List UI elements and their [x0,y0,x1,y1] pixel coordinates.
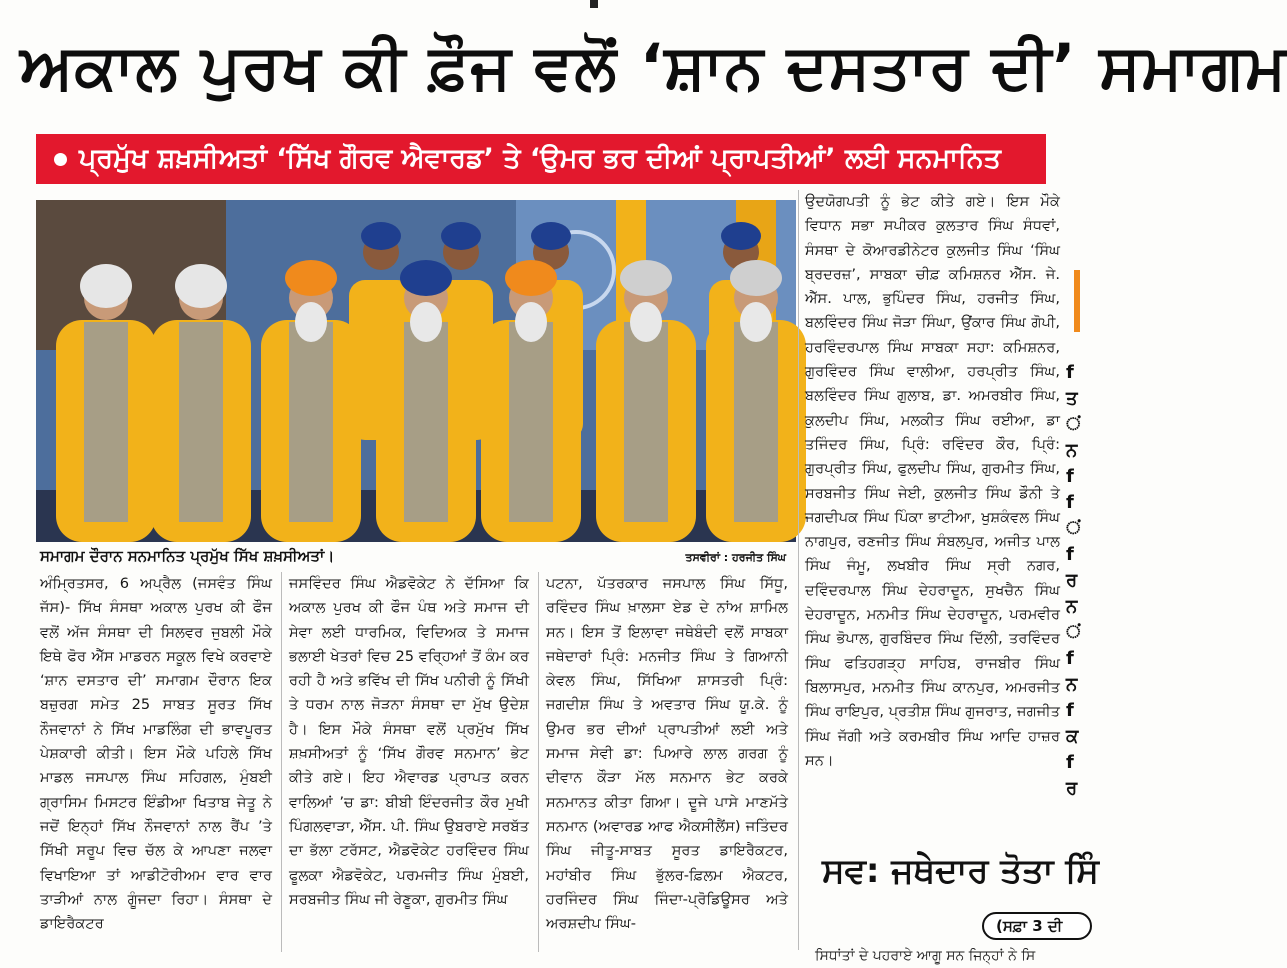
edge-glyph: f [1066,466,1074,487]
bullet-icon [54,153,67,166]
edge-glyph: ਨ [1066,596,1078,617]
edge-glyph: ਰ [1066,570,1078,591]
edge-glyph: f [1066,544,1074,565]
edge-glyph: ਂ [1066,414,1081,435]
edge-glyph: ਤ [1066,388,1078,409]
column-divider [281,572,282,952]
edge-glyph: ਨ [1066,674,1078,695]
edge-glyph: ਂ [1066,518,1081,539]
edge-glyph: f [1066,492,1074,513]
article-column-2: ਜਸਵਿੰਦਰ ਸਿੰਘ ਐਡਵੋਕੇਟ ਨੇ ਦੱਸਿਆ ਕਿ ਅਕਾਲ ਪੁਰਖ ਕੀ ਫੌਜ ਪੰਥ ਅਤੇ ਸਮਾਜ ਦੀ ਸੇਵਾ ਲਈ ਧਾਰਮਿਕ, ਵਿਦਿਅਕ ਤੇ ਸਮਾਜ ਭਲਾਈ ਖੇਤਰਾਂ ਵਿਚ 25 ਵਰ੍ਹਿਆਂ ਤੋਂ ਕੰਮ ਕਰ ਰਹੀ ਹੈ ਅਤੇ ਭਵਿੱਖ ਦੀ ਸਿੱਖ ਪਨੀਰੀ ਨੂੰ ਸਿੱਖੀ ਤੇ ਧਰਮ ਨਾਲ ਜੋੜਨਾ ਸੰਸਥਾ ਦਾ ਮੁੱਖ ਉਦੇਸ਼ ਹੈ। ਇਸ ਮੌਕੇ ਸੰਸਥਾ ਵਲੋਂ ਪ੍ਰਮੁੱਖ ਸਿੱਖ ਸ਼ਖ਼ਸੀਅਤਾਂ ਨੂੰ ‘ਸਿੱਖ ਗੌਰਵ ਸਨਮਾਨ’ ਭੇਟ ਕੀਤੇ ਗਏ। ਇਹ ਐਵਾਰਡ ਪ੍ਰਾਪਤ ਕਰਨ ਵਾਲਿਆਂ ’ਚ ਡਾ: ਬੀਬੀ ਇੰਦਰਜੀਤ ਕੌਰ ਮੁਖੀ ਪਿੰਗਲਵਾੜਾ, ਐੱਸ. ਪੀ. ਸਿੰਘ ਉਬਰਾਏ ਸਰਬੱਤ ਦਾ ਭੱਲਾ ਟਰੱਸਟ, ਐਡਵੋਕੇਟ ਹਰਵਿੰਦਰ ਸਿੰਘ ਫੂਲਕਾ ਐਡਵੋਕੇਟ, ਪਰਮਜੀਤ ਸਿੰਘ ਮੁੰਬਈ, ਸਰਬਜੀਤ ਸਿੰਘ ਜੀ ਰੇਣੂਕਾ, ਗੁਰਮੀਤ ਸਿੰਘ [289,575,529,908]
photo-credit: ਤਸਵੀਰਾਂ : ਹਰਜੀਤ ਸਿੰਘ [685,551,786,564]
page-corner-mark [590,0,598,8]
edge-glyph: ਂ [1066,622,1081,643]
article-column-4: ਉਦਯੋਗਪਤੀ ਨੂੰ ਭੇਟ ਕੀਤੇ ਗਏ। ਇਸ ਮੌਕੇ ਵਿਧਾਨ ਸਭਾ ਸਪੀਕਰ ਕੁਲਤਾਰ ਸਿੰਘ ਸੰਧਵਾਂ, ਸੰਸਥਾ ਦੇ ਕੋਆਰਡੀਨੇਟਰ ਕੁਲਜੀਤ ਸਿੰਘ ‘ਸਿੰਘ ਬ੍ਰਦਰਜ਼’, ਸਾਬਕਾ ਚੀਫ਼ ਕਮਿਸ਼ਨਰ ਐੱਸ. ਜੇ. ਐੱਸ. ਪਾਲ, ਭੁਪਿੰਦਰ ਸਿੰਘ, ਹਰਜੀਤ ਸਿੰਘ, ਬਲਵਿੰਦਰ ਸਿੰਘ ਜੋੜਾ ਸਿੰਘਾ, ਉਂਕਾਰ ਸਿੰਘ ਗੋਪੀ, ਹਰਵਿੰਦਰਪਾਲ ਸਿੰਘ ਸਾਬਕਾ ਸਹਾ: ਕਮਿਸ਼ਨਰ, ਗੁਰਵਿੰਦਰ ਸਿੰਘ ਵਾਲੀਆ, ਹਰਪ੍ਰੀਤ ਸਿੰਘ, ਬਲਵਿੰਦਰ ਸਿੰਘ ਗੁਲਾਬ, ਡਾ. ਅਮਰਬੀਰ ਸਿੰਘ, ਕੁਲਦੀਪ ਸਿੰਘ, ਮਲਕੀਤ ਸਿੰਘ ਰਈਆ, ਡਾ ਤਜਿੰਦਰ ਸਿੰਘ, ਪ੍ਰਿੰ: ਰਵਿੰਦਰ ਕੌਰ, ਪ੍ਰਿੰ: ਗੁਰਪ੍ਰੀਤ ਸਿੰਘ, ਫੁਲਦੀਪ ਸਿੰਘ, ਗੁਰਮੀਤ ਸਿੰਘ, ਸਰਬਜੀਤ ਸਿੰਘ ਜੇਈ, ਕੁਲਜੀਤ ਸਿੰਘ ਡੌਨੀ ਤੇ ਜਗਦੀਪਕ ਸਿੰਘ ਪਿੰਕਾ ਭਾਟੀਆ, ਖੁਸ਼ਕੰਵਲ ਸਿੰਘ ਨਾਗਪੁਰ, ਰਣਜੀਤ ਸਿੰਘ ਸੰਬਲਪੁਰ, ਅਜੀਤ ਪਾਲ ਸਿੰਘ ਜੰਮੂ, ਲਖਬੀਰ ਸਿੰਘ ਸ੍ਰੀ ਨਗਰ, ਦਵਿੰਦਰਪਾਲ ਸਿੰਘ ਦੇਹਰਾਦੂਨ, ਸੁਖਚੈਨ ਸਿੰਘ ਦੇਹਰਾਦੂਨ, ਮਨਮੀਤ ਸਿੰਘ ਦੇਹਰਾਦੂਨ, ਪਰਮਵੀਰ ਸਿੰਘ ਭੋਪਾਲ, ਗੁਰਬਿੰਦਰ ਸਿੰਘ ਦਿੱਲੀ, ਤਰਵਿੰਦਰ ਸਿੰਘ ਫਤਿਹਗੜ੍ਹ ਸਾਹਿਬ, ਰਾਜਬੀਰ ਸਿੰਘ ਬਿਲਾਸਪੁਰ, ਮਨਮੀਤ ਸਿੰਘ ਕਾਨਪੁਰ, ਅਮਰਜੀਤ ਸਿੰਘ ਰਾਇਪੁਰ, ਪ੍ਰਤੀਸ਼ ਸਿੰਘ ਗੁਜਰਾਤ, ਜਗਜੀਤ ਸਿੰਘ ਜੱਗੀ ਅਤੇ ਕਰਮਬੀਰ ਸਿੰਘ ਆਦਿ ਹਾਜ਼ਰ ਸਨ। [805,193,1060,769]
column-divider [798,190,799,950]
article-column-3: ਪਟਨਾ, ਪੱਤਰਕਾਰ ਜਸਪਾਲ ਸਿੰਘ ਸਿੱਧੂ, ਰਵਿੰਦਰ ਸਿੰਘ ਖ਼ਾਲਸਾ ਏਡ ਦੇ ਨਾਂਅ ਸ਼ਾਮਿਲ ਸਨ। ਇਸ ਤੋਂ ਇਲਾਵਾ ਜਥੇਬੰਦੀ ਵਲੋਂ ਸਾਬਕਾ ਜਥੇਦਾਰਾਂ ਪ੍ਰਿੰ: ਮਨਜੀਤ ਸਿੰਘ ਤੇ ਗਿਆਨੀ ਕੇਵਲ ਸਿੰਘ, ਸਿੱਖਿਆ ਸ਼ਾਸਤਰੀ ਪ੍ਰਿੰ: ਜਗਦੀਸ਼ ਸਿੰਘ ਤੇ ਅਵਤਾਰ ਸਿੰਘ ਯੂ.ਕੇ. ਨੂੰ ਉਮਰ ਭਰ ਦੀਆਂ ਪ੍ਰਾਪਤੀਆਂ ਲਈ ਅਤੇ ਸਮਾਜ ਸੇਵੀ ਡਾ: ਪਿਆਰੇ ਲਾਲ ਗਰਗ ਨੂੰ ਦੀਵਾਨ ਕੌੜਾ ਮੱਲ ਸਨਮਾਨ ਭੇਟ ਕਰਕੇ ਸਨਮਾਨਤ ਕੀਤਾ ਗਿਆ। ਦੂਜੇ ਪਾਸੇ ਮਾਣਮੱਤੇ ਸਨਮਾਨ (ਅਵਾਰਡ ਆਫ ਐਕਸੀਲੈਂਸ) ਜਤਿੰਦਰ ਸਿੰਘ ਜੀਤੂ-ਸਾਬਤ ਸੂਰਤ ਡਾਇਰੈਕਟਰ, ਮਹਾਂਬੀਰ ਸਿੰਘ ਭੁੱਲਰ-ਫ਼ਿਲਮ ਐਕਟਰ, ਹਰਜਿੰਦਰ ਸਿੰਘ ਜਿੰਦਾ-ਪ੍ਰੋਡਿਊਸਰ ਅਤੇ ਅਰਸ਼ਦੀਪ ਸਿੰਘ- [546,575,788,933]
article-headline: ਅਕਾਲ ਪੁਰਖ ਕੀ ਫ਼ੌਜ ਵਲੋਂ ‘ਸ਼ਾਨ ਦਸਤਾਰ ਦੀ’ ਸਮਾਗਮ [20,30,1287,103]
edge-glyph: f [1066,362,1074,383]
edge-glyph: f [1066,752,1074,773]
article-column-1: ਅੰਮ੍ਰਿਤਸਰ, 6 ਅਪ੍ਰੈਲ (ਜਸਵੰਤ ਸਿੰਘ ਜੱਸ)- ਸਿੱਖ ਸੰਸਥਾ ਅਕਾਲ ਪੁਰਖ ਕੀ ਫੌਜ ਵਲੋਂ ਅੱਜ ਸੰਸਥਾ ਦੀ ਸਿਲਵਰ ਜੁਬਲੀ ਮੌਕੇ ਇਥੇ ਫੋਰ ਐੱਸ ਮਾਡਰਨ ਸਕੂਲ ਵਿਖੇ ਕਰਵਾਏ ‘ਸ਼ਾਨ ਦਸਤਾਰ ਦੀ’ ਸਮਾਗਮ ਦੌਰਾਨ ਇਕ ਬਜ਼ੁਰਗ ਸਮੇਤ 25 ਸਾਬਤ ਸੂਰਤ ਸਿੱਖ ਨੌਜਵਾਨਾਂ ਨੇ ਸਿੱਖ ਮਾਡਲਿੰਗ ਦੀ ਭਾਵਪੂਰਤ ਪੇਸ਼ਕਾਰੀ ਕੀਤੀ। ਇਸ ਮੌਕੇ ਪਹਿਲੇ ਸਿੱਖ ਮਾਡਲ ਜਸਪਾਲ ਸਿੰਘ ਸਹਿਗਲ, ਮੁੰਬਈ ਗ੍ਰਾਸਿਮ ਮਿਸਟਰ ਇੰਡੀਆ ਖਿਤਾਬ ਜੇਤੂ ਨੇ ਜਦੋਂ ਇਨ੍ਹਾਂ ਸਿੱਖ ਨੌਜਵਾਨਾਂ ਨਾਲ ਰੈਂਪ ’ਤੇ ਸਿੱਖੀ ਸਰੂਪ ਵਿਚ ਚੱਲ ਕੇ ਆਪਣਾ ਜਲਵਾ ਵਿਖਾਇਆ ਤਾਂ ਆਡੀਟੋਰੀਅਮ ਵਾਰ ਵਾਰ ਤਾੜੀਆਂ ਨਾਲ ਗੂੰਜਦਾ ਰਿਹਾ। ਸੰਸਥਾ ਦੇ ਡਾਇਰੈਕਟਰ [40,575,272,933]
column-divider [538,572,539,952]
subheadline-text: ਪ੍ਰਮੁੱਖ ਸ਼ਖ਼ਸੀਅਤਾਂ ‘ਸਿੱਖ ਗੌਰਵ ਐਵਾਰਡ’ ਤੇ ‘ਉਮਰ ਭਰ ਦੀਆਂ ਪ੍ਰਾਪਤੀਆਂ’ ਲਈ ਸਨਮਾਨਿਤ [79,143,1001,174]
edge-glyph: f [1066,648,1074,669]
edge-glyph: ਰ [1066,778,1078,799]
next-story-text: ਸਿਧਾਂਤਾਂ ਦੇ ਪਹਰਾਏ ਆਗੂ ਸਨ ਜਿਨ੍ਹਾਂ ਨੇ ਸਿ [815,948,1036,964]
photo-caption-row [36,545,796,571]
page-reference: (ਸਫ਼ਾ 3 ਦੀ [982,912,1092,940]
next-story-headline: ਸਵ: ਜਥੇਦਾਰ ਤੋਤਾ ਸਿੰ [822,851,1099,891]
adjacent-column-edge [1066,360,1080,800]
edge-glyph: ਕ [1066,726,1079,747]
photo-caption: ਸਮਾਗਮ ਦੌਰਾਨ ਸਨਮਾਨਿਤ ਪ੍ਰਮੁੱਖ ਸਿੱਖ ਸ਼ਖ਼ਸੀਅਤਾਂ। [40,547,335,565]
article-subheadline-banner [36,134,1046,184]
adjacent-story-tab [1074,270,1080,332]
edge-glyph: ਨ [1066,440,1078,461]
edge-glyph: f [1066,700,1074,721]
honorees-illustration [36,200,796,542]
news-photo [36,200,796,542]
